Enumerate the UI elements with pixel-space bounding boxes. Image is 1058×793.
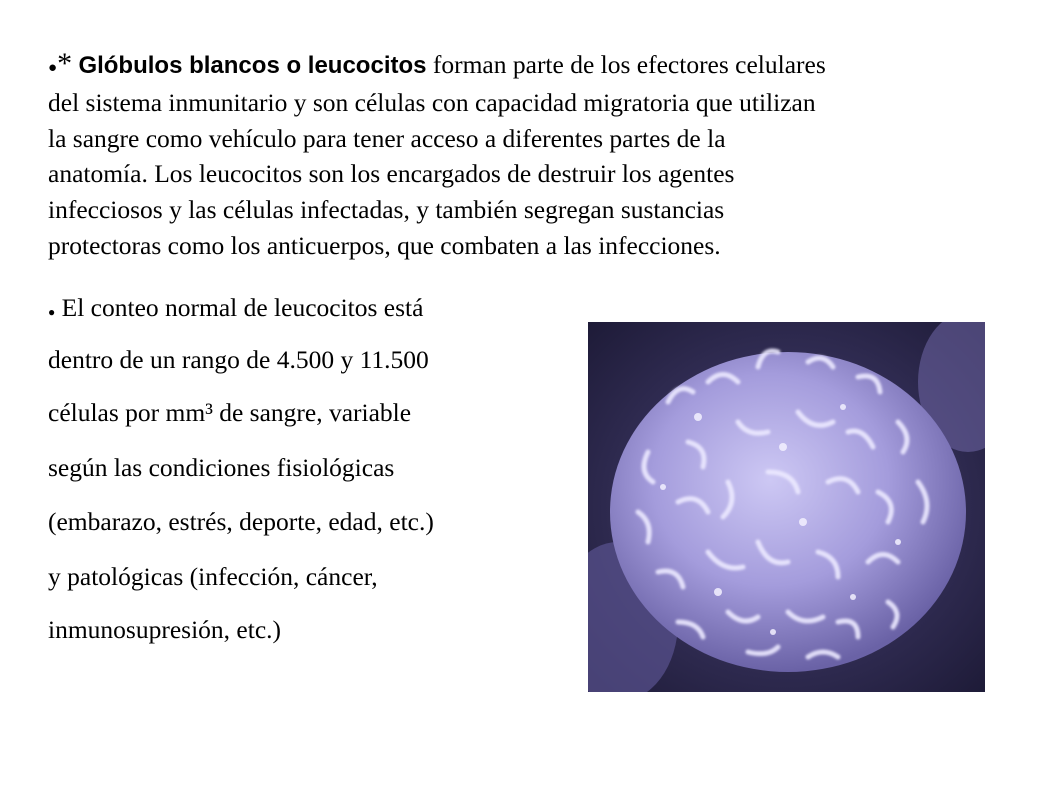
paragraph2-line1 <box>48 293 423 323</box>
paragraph1-line1 <box>48 46 1048 85</box>
paragraph2-line1-text: El conteo normal de leucocitos está <box>55 293 424 322</box>
paragraph2-line5: (embarazo, estrés, deporte, edad, etc.) <box>48 507 434 536</box>
paragraph1-line2: del sistema inmunitario y son células con capacidad migratoria que utilizan <box>48 87 816 117</box>
paragraph2-line3: células por mm³ de sangre, variable <box>48 398 412 427</box>
line1-rest: forman parte de los efectores celulares <box>426 50 826 79</box>
asterisk: * <box>57 47 73 80</box>
bold-title: Glóbulos blancos o leucocitos <box>78 52 427 79</box>
paragraph2-line2: dentro de un rango de 4.500 y 11.500 <box>48 345 429 374</box>
paragraph1-line4: anatomía. Los leucocitos son los encargados de destruir los agentes <box>48 159 735 189</box>
paragraph2-line4: según las condiciones fisiológicas <box>48 453 395 482</box>
bullet-icon: ● <box>48 304 56 319</box>
leukocyte-micrograph-image <box>588 322 985 692</box>
bullet-icon: ● <box>48 60 58 77</box>
paragraph1-line5: infecciosos y las células infectadas, y también segregan sustancias <box>48 195 725 225</box>
leukocyte-definition-paragraph <box>48 46 1048 264</box>
paragraph2-line7: inmunosupresión, etc.) <box>48 615 281 644</box>
paragraph2-line6: y patológicas (infección, cáncer, <box>48 562 378 591</box>
paragraph1-line6: protectoras como los anticuerpos, que combaten a las infecciones. <box>48 230 721 260</box>
paragraph1-line3: la sangre como vehículo para tener acceso a diferentes partes de la <box>48 123 726 153</box>
leukocyte-illustration <box>588 322 985 692</box>
